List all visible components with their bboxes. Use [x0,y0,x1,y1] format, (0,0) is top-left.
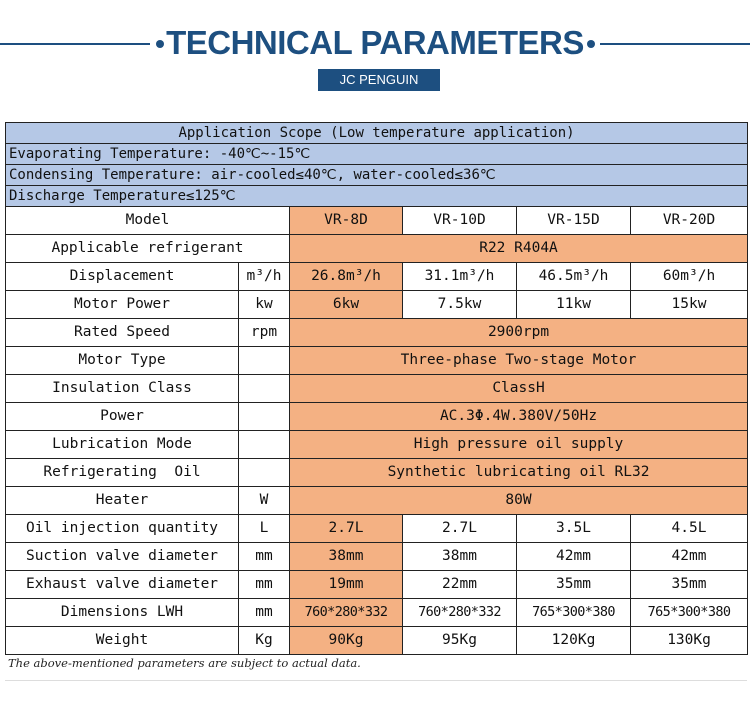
row-value: 7.5kw [403,291,517,319]
model-label: Model [6,207,290,235]
row-label: Lubrication Mode [6,431,239,459]
row-value: 130Kg [631,627,748,655]
row-value: Synthetic lubricating oil RL32 [290,459,748,487]
row-label: Dimensions LWH [6,599,239,627]
row-value: 3.5L [517,515,631,543]
row-value: 6kw [290,291,403,319]
page-header [0,0,750,100]
header-divider-left [0,43,150,45]
row-label: Heater [6,487,239,515]
row-unit: L [239,515,290,543]
row-value: 4.5L [631,515,748,543]
row-value: 95Kg [403,627,517,655]
model-name: VR-8D [290,207,403,235]
row-label: Weight [6,627,239,655]
table-row [6,627,748,655]
row-value: 765*300*380 [517,599,631,627]
row-value: 42mm [631,543,748,571]
row-label: Motor Type [6,347,239,375]
row-unit: mm [239,571,290,599]
row-value: 760*280*332 [403,599,517,627]
row-label: Exhaust valve diameter [6,571,239,599]
row-unit [239,459,290,487]
row-value: 2.7L [403,515,517,543]
row-label: Refrigerating Oil [6,459,239,487]
model-name: VR-15D [517,207,631,235]
row-value: 46.5m³/h [517,263,631,291]
row-unit: rpm [239,319,290,347]
table-row [6,186,748,207]
row-unit [239,403,290,431]
table-row [6,375,748,403]
table-row [6,403,748,431]
row-value: 35mm [631,571,748,599]
row-unit: mm [239,543,290,571]
row-unit: W [239,487,290,515]
row-value: R22 R404A [290,235,748,263]
row-value: 42mm [517,543,631,571]
row-label: Rated Speed [6,319,239,347]
table-row [6,144,748,165]
row-label: Displacement [6,263,239,291]
row-value: 765*300*380 [631,599,748,627]
row-unit [239,375,290,403]
row-label: Motor Power [6,291,239,319]
table-row [6,347,748,375]
model-name: VR-10D [403,207,517,235]
row-value: 19mm [290,571,403,599]
row-value: ClassH [290,375,748,403]
table-row [6,291,748,319]
table-row [6,235,748,263]
row-unit: kw [239,291,290,319]
row-value: 2.7L [290,515,403,543]
row-unit: m³/h [239,263,290,291]
brand-badge: JC PENGUIN [318,69,440,91]
spec-table [5,122,748,655]
row-unit: mm [239,599,290,627]
table-row [6,263,748,291]
row-value: 38mm [290,543,403,571]
condensing-temperature: Condensing Temperature: air-cooled≤40℃, water-cooled≤36℃ [6,165,748,186]
footer-divider [5,680,747,681]
table-row [6,599,748,627]
row-value: 26.8m³/h [290,263,403,291]
row-value: 120Kg [517,627,631,655]
row-label: Applicable refrigerant [6,235,290,263]
row-label: Insulation Class [6,375,239,403]
table-row [6,207,748,235]
row-value: 90Kg [290,627,403,655]
table-row [6,431,748,459]
row-value: 11kw [517,291,631,319]
row-value: 22mm [403,571,517,599]
row-value: 80W [290,487,748,515]
application-scope: Application Scope (Low temperature application) [6,123,748,144]
row-value: 15kw [631,291,748,319]
table-row [6,165,748,186]
row-unit: Kg [239,627,290,655]
model-name: VR-20D [631,207,748,235]
row-value: High pressure oil supply [290,431,748,459]
table-row [6,571,748,599]
discharge-temperature: Discharge Temperature≤125℃ [6,186,748,207]
table-row [6,487,748,515]
row-label: Suction valve diameter [6,543,239,571]
table-row [6,543,748,571]
row-value: Three-phase Two-stage Motor [290,347,748,375]
table-row [6,515,748,543]
header-dot-right [587,40,595,48]
row-value: 35mm [517,571,631,599]
row-value: 2900rpm [290,319,748,347]
row-value: 60m³/h [631,263,748,291]
row-value: AC.3Φ.4W.380V/50Hz [290,403,748,431]
footnote: The above-mentioned parameters are subject to actual data. [8,656,361,670]
row-value: 38mm [403,543,517,571]
row-label: Oil injection quantity [6,515,239,543]
table-row [6,123,748,144]
row-unit [239,347,290,375]
page-title: TECHNICAL PARAMETERS [166,24,584,61]
table-row [6,319,748,347]
row-value: 31.1m³/h [403,263,517,291]
table-row [6,459,748,487]
header-divider-right [600,43,750,45]
evaporating-temperature: Evaporating Temperature: -40℃~-15℃ [6,144,748,165]
row-value: 760*280*332 [290,599,403,627]
row-label: Power [6,403,239,431]
row-unit [239,431,290,459]
